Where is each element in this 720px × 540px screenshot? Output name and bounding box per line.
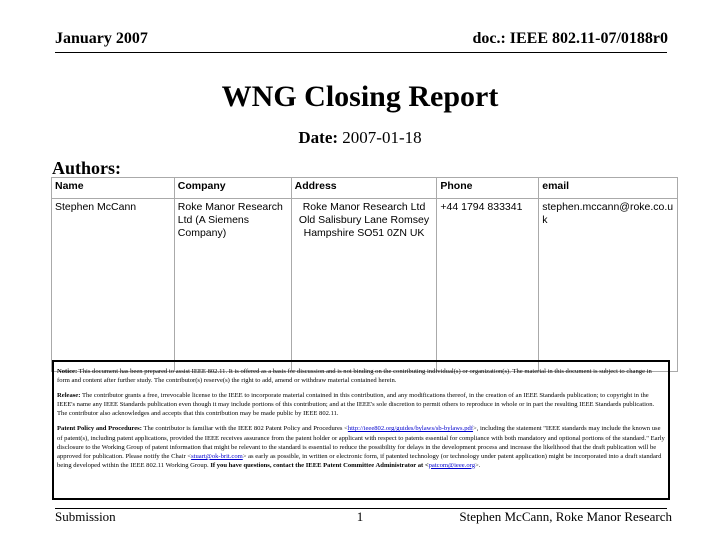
table-header-row	[52, 178, 678, 199]
footer-submission: Submission	[55, 509, 116, 524]
author-email: stephen.mccann@roke.co.uk	[539, 199, 678, 372]
patent-label: Patent Policy and Procedures:	[57, 425, 142, 433]
patcom-email-link[interactable]: patcom@ieee.org	[428, 461, 476, 469]
bylaws-link[interactable]: http://ieee802.org/guides/bylaws/sb-bylaws.pdf	[347, 425, 474, 433]
author-phone: +44 1794 833341	[437, 199, 539, 372]
notice-text: This document has been prepared to assist IEEE 802.11. It is offered as a basis for discussion and is not binding on the contributing individual(s) or organization(s). The material in this document is subject to change in form and content after further study. The contributor(s) reserve(s) the right to add, amend or withdraw material contained herein.	[57, 368, 652, 385]
header-divider	[55, 52, 667, 53]
chair-email-link[interactable]: stuart@ok-brit.com	[191, 452, 243, 460]
col-header-name: Name	[52, 178, 175, 199]
author-name: Stephen McCann	[52, 199, 175, 372]
col-header-company: Company	[174, 178, 291, 199]
footer-page-number: 1	[356, 509, 364, 524]
author-company: Roke Manor Research Ltd (A Siemens Company)	[174, 199, 291, 372]
notice-paragraph	[57, 367, 665, 385]
date-value: 2007-01-18	[342, 128, 422, 147]
header-date: January 2007	[55, 30, 148, 47]
footer-author: Stephen McCann, Roke Manor Research	[459, 509, 672, 524]
table-row	[52, 199, 678, 372]
patent-paragraph	[57, 424, 665, 469]
release-text: The contributor grants a free, irrevocable license to the IEEE to incorporate material contained in this contribution, and any modifications thereof, in the creation of an IEEE Standards publication; to copyright in the IEEE's name any IEEE Standards publication even though it may include portions of this contribution; and at the IEEE's sole discretion to permit others to reproduce in whole or in part the resulting IEEE Standards publication. The contributor also acknowledges and accepts that this contribution may be made public by IEEE 802.11.	[57, 392, 655, 418]
patent-text-end: >.	[475, 461, 481, 469]
patent-text-a: The contributor is familiar with the IEEE 802 Patent Policy and Procedures <	[143, 425, 348, 433]
release-paragraph	[57, 391, 665, 418]
patent-text-b: >, including the statement "IEEE standards may include the known use of patent(s), including patent applications, provided the IEEE receives assurance from the patent holder or applicant with respect to patents essential for compliance with both mandatory and optional portions of the standard." Early disclosure to the Working Group of patent information that might be relevant to the standard is essential to reduce the possibility for delays in the development process and increase the likelihood that the draft publication will be approved for publication. Please notify the Chair <	[57, 425, 665, 460]
notice-label: Notice:	[57, 368, 78, 375]
patent-text-c: > as early as possible, in written or electronic form, if patented technology (or technology under patent application) might be incorporated into a draft standard being developed within the IEEE 802.11 Working Group.	[57, 452, 662, 469]
date-label: Date:	[298, 128, 339, 147]
release-label: Release:	[57, 392, 81, 400]
col-header-address: Address	[291, 178, 437, 199]
date-line	[0, 128, 720, 148]
authors-table	[51, 177, 678, 372]
patent-contact-text: If you have questions, contact the IEEE Patent Committee Administrator at <	[210, 461, 429, 469]
col-header-email: email	[539, 178, 678, 199]
author-address: Roke Manor Research Ltd Old Salisbury Lane Romsey Hampshire SO51 0ZN UK	[291, 199, 437, 372]
page-title: WNG Closing Report	[221, 80, 499, 113]
notice-box	[52, 360, 670, 500]
authors-heading: Authors:	[52, 158, 122, 178]
col-header-phone: Phone	[437, 178, 539, 199]
header-doc-id: doc.: IEEE 802.11-07/0188r0	[472, 30, 668, 47]
